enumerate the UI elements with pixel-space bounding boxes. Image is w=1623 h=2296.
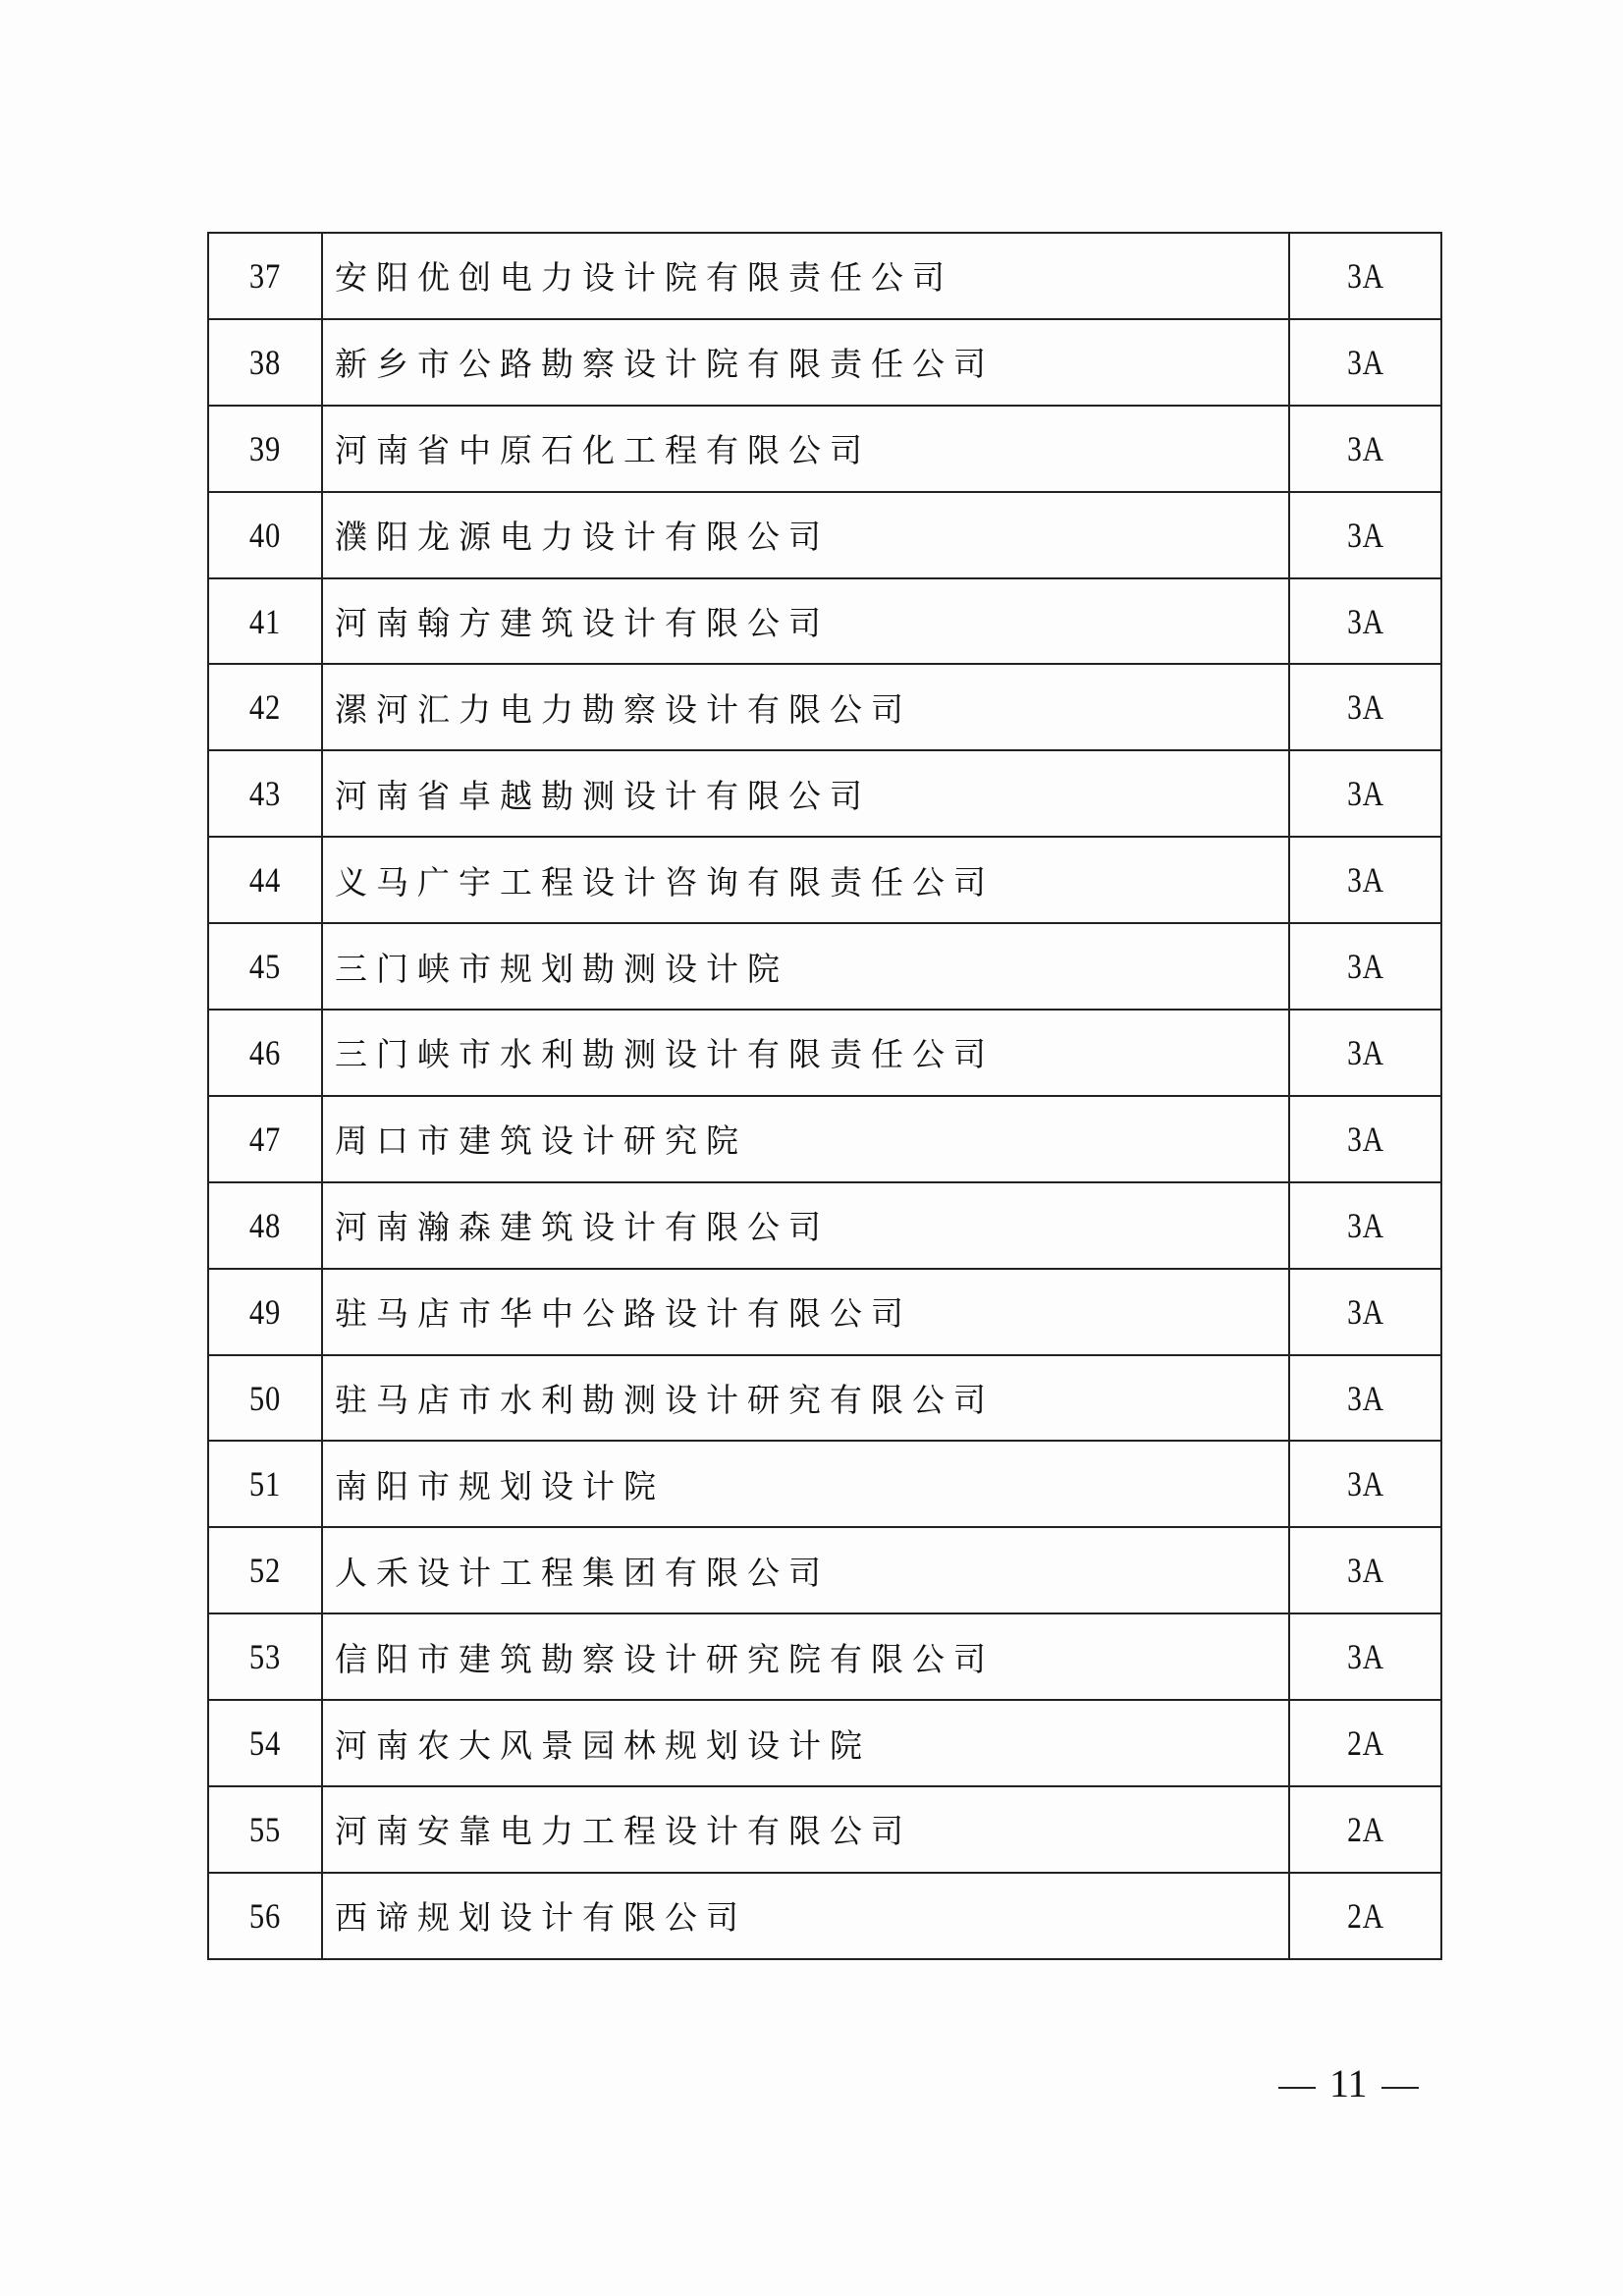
row-number-cell (208, 1355, 322, 1442)
row-number: 43 (248, 774, 282, 814)
company-name: 人禾设计工程集团有限公司 (322, 1527, 1289, 1613)
grade: 3A (1346, 1464, 1384, 1504)
grade-cell (1289, 1269, 1441, 1355)
grade-cell (1289, 1096, 1441, 1182)
grade-cell (1289, 1355, 1441, 1442)
company-name: 驻马店市水利勘测设计研究有限公司 (322, 1355, 1289, 1442)
grade-cell (1289, 492, 1441, 578)
table-row (208, 492, 1441, 578)
row-number: 49 (248, 1291, 282, 1332)
row-number: 41 (248, 601, 282, 641)
row-number-cell (208, 1182, 322, 1269)
grade: 3A (1346, 1032, 1384, 1072)
grade-cell (1289, 837, 1441, 923)
company-name: 三门峡市水利勘测设计有限责任公司 (322, 1010, 1289, 1096)
grade: 3A (1346, 1551, 1384, 1591)
row-number-cell (208, 837, 322, 923)
company-name: 周口市建筑设计研究院 (322, 1096, 1289, 1182)
table-row (208, 1441, 1441, 1527)
table-row (208, 1527, 1441, 1613)
grade: 3A (1346, 860, 1384, 901)
grade: 2A (1346, 1895, 1384, 1936)
row-number-cell (208, 1010, 322, 1096)
company-name: 河南农大风景园林规划设计院 (322, 1700, 1289, 1786)
table-row (208, 1096, 1441, 1182)
table-row (208, 319, 1441, 406)
dash-left (1278, 2087, 1316, 2089)
grade: 3A (1346, 947, 1384, 987)
table-row (208, 664, 1441, 750)
row-number: 52 (248, 1551, 282, 1591)
row-number-cell (208, 1269, 322, 1355)
company-name: 漯河汇力电力勘察设计有限公司 (322, 664, 1289, 750)
row-number-cell (208, 1873, 322, 1959)
row-number-cell (208, 664, 322, 750)
row-number-cell (208, 1700, 322, 1786)
grade-cell (1289, 750, 1441, 837)
grade-cell (1289, 1873, 1441, 1959)
grade: 3A (1346, 515, 1384, 555)
row-number-cell (208, 406, 322, 492)
company-name: 信阳市建筑勘察设计研究院有限公司 (322, 1613, 1289, 1700)
row-number: 38 (248, 342, 282, 382)
grade-cell (1289, 923, 1441, 1010)
grade-cell (1289, 1010, 1441, 1096)
grade-cell (1289, 1441, 1441, 1527)
row-number: 53 (248, 1637, 282, 1677)
row-number: 45 (248, 947, 282, 987)
grade: 3A (1346, 601, 1384, 641)
company-name: 西谛规划设计有限公司 (322, 1873, 1289, 1959)
page-number (1265, 2060, 1427, 2106)
grade-cell (1289, 1613, 1441, 1700)
row-number: 39 (248, 428, 282, 468)
company-name: 三门峡市规划勘测设计院 (322, 923, 1289, 1010)
company-name: 河南省卓越勘测设计有限公司 (322, 750, 1289, 837)
grade: 3A (1346, 1637, 1384, 1677)
company-name: 驻马店市华中公路设计有限公司 (322, 1269, 1289, 1355)
grade: 3A (1346, 428, 1384, 468)
grade: 3A (1346, 342, 1384, 382)
row-number-cell (208, 1441, 322, 1527)
company-name: 义马广宇工程设计咨询有限责任公司 (322, 837, 1289, 923)
page-number-text: 11 (1329, 2061, 1368, 2105)
grade-cell (1289, 406, 1441, 492)
table-row (208, 1873, 1441, 1959)
table-row (208, 1355, 1441, 1442)
row-number-cell (208, 1527, 322, 1613)
grade: 3A (1346, 687, 1384, 728)
grade-cell (1289, 233, 1441, 319)
row-number: 46 (248, 1032, 282, 1072)
grade: 3A (1346, 1378, 1384, 1418)
table-row (208, 1613, 1441, 1700)
row-number-cell (208, 233, 322, 319)
row-number-cell (208, 923, 322, 1010)
table-row (208, 1700, 1441, 1786)
company-name: 南阳市规划设计院 (322, 1441, 1289, 1527)
grade-cell (1289, 1527, 1441, 1613)
grade: 3A (1346, 1205, 1384, 1245)
row-number: 50 (248, 1378, 282, 1418)
row-number: 44 (248, 860, 282, 901)
table-row (208, 1269, 1441, 1355)
table-row (208, 1182, 1441, 1269)
grade: 3A (1346, 1119, 1384, 1159)
row-number: 48 (248, 1205, 282, 1245)
table-row (208, 1786, 1441, 1873)
row-number: 37 (248, 255, 282, 296)
table-row (208, 923, 1441, 1010)
row-number: 54 (248, 1723, 282, 1764)
row-number: 55 (248, 1809, 282, 1849)
row-number: 47 (248, 1119, 282, 1159)
dash-right (1381, 2087, 1419, 2089)
company-name: 河南省中原石化工程有限公司 (322, 406, 1289, 492)
row-number-cell (208, 578, 322, 665)
company-name: 新乡市公路勘察设计院有限责任公司 (322, 319, 1289, 406)
table-row (208, 233, 1441, 319)
grade: 2A (1346, 1723, 1384, 1764)
table-row (208, 406, 1441, 492)
table-row (208, 837, 1441, 923)
table-row (208, 578, 1441, 665)
row-number: 42 (248, 687, 282, 728)
grade-cell (1289, 1182, 1441, 1269)
row-number-cell (208, 1613, 322, 1700)
grade: 3A (1346, 1291, 1384, 1332)
row-number-cell (208, 319, 322, 406)
row-number-cell (208, 1786, 322, 1873)
grade-cell (1289, 664, 1441, 750)
grade: 3A (1346, 255, 1384, 296)
row-number: 56 (248, 1895, 282, 1936)
row-number: 51 (248, 1464, 282, 1504)
grade: 3A (1346, 774, 1384, 814)
table-row (208, 750, 1441, 837)
grade-cell (1289, 578, 1441, 665)
company-name: 河南安靠电力工程设计有限公司 (322, 1786, 1289, 1873)
company-name: 河南翰方建筑设计有限公司 (322, 578, 1289, 665)
grade-cell (1289, 1700, 1441, 1786)
row-number: 40 (248, 515, 282, 555)
company-grade-table (207, 232, 1442, 1960)
grade-cell (1289, 319, 1441, 406)
row-number-cell (208, 1096, 322, 1182)
table-row (208, 1010, 1441, 1096)
company-name: 安阳优创电力设计院有限责任公司 (322, 233, 1289, 319)
row-number-cell (208, 750, 322, 837)
grade-cell (1289, 1786, 1441, 1873)
company-name: 濮阳龙源电力设计有限公司 (322, 492, 1289, 578)
row-number-cell (208, 492, 322, 578)
company-name: 河南瀚森建筑设计有限公司 (322, 1182, 1289, 1269)
grade: 2A (1346, 1809, 1384, 1849)
